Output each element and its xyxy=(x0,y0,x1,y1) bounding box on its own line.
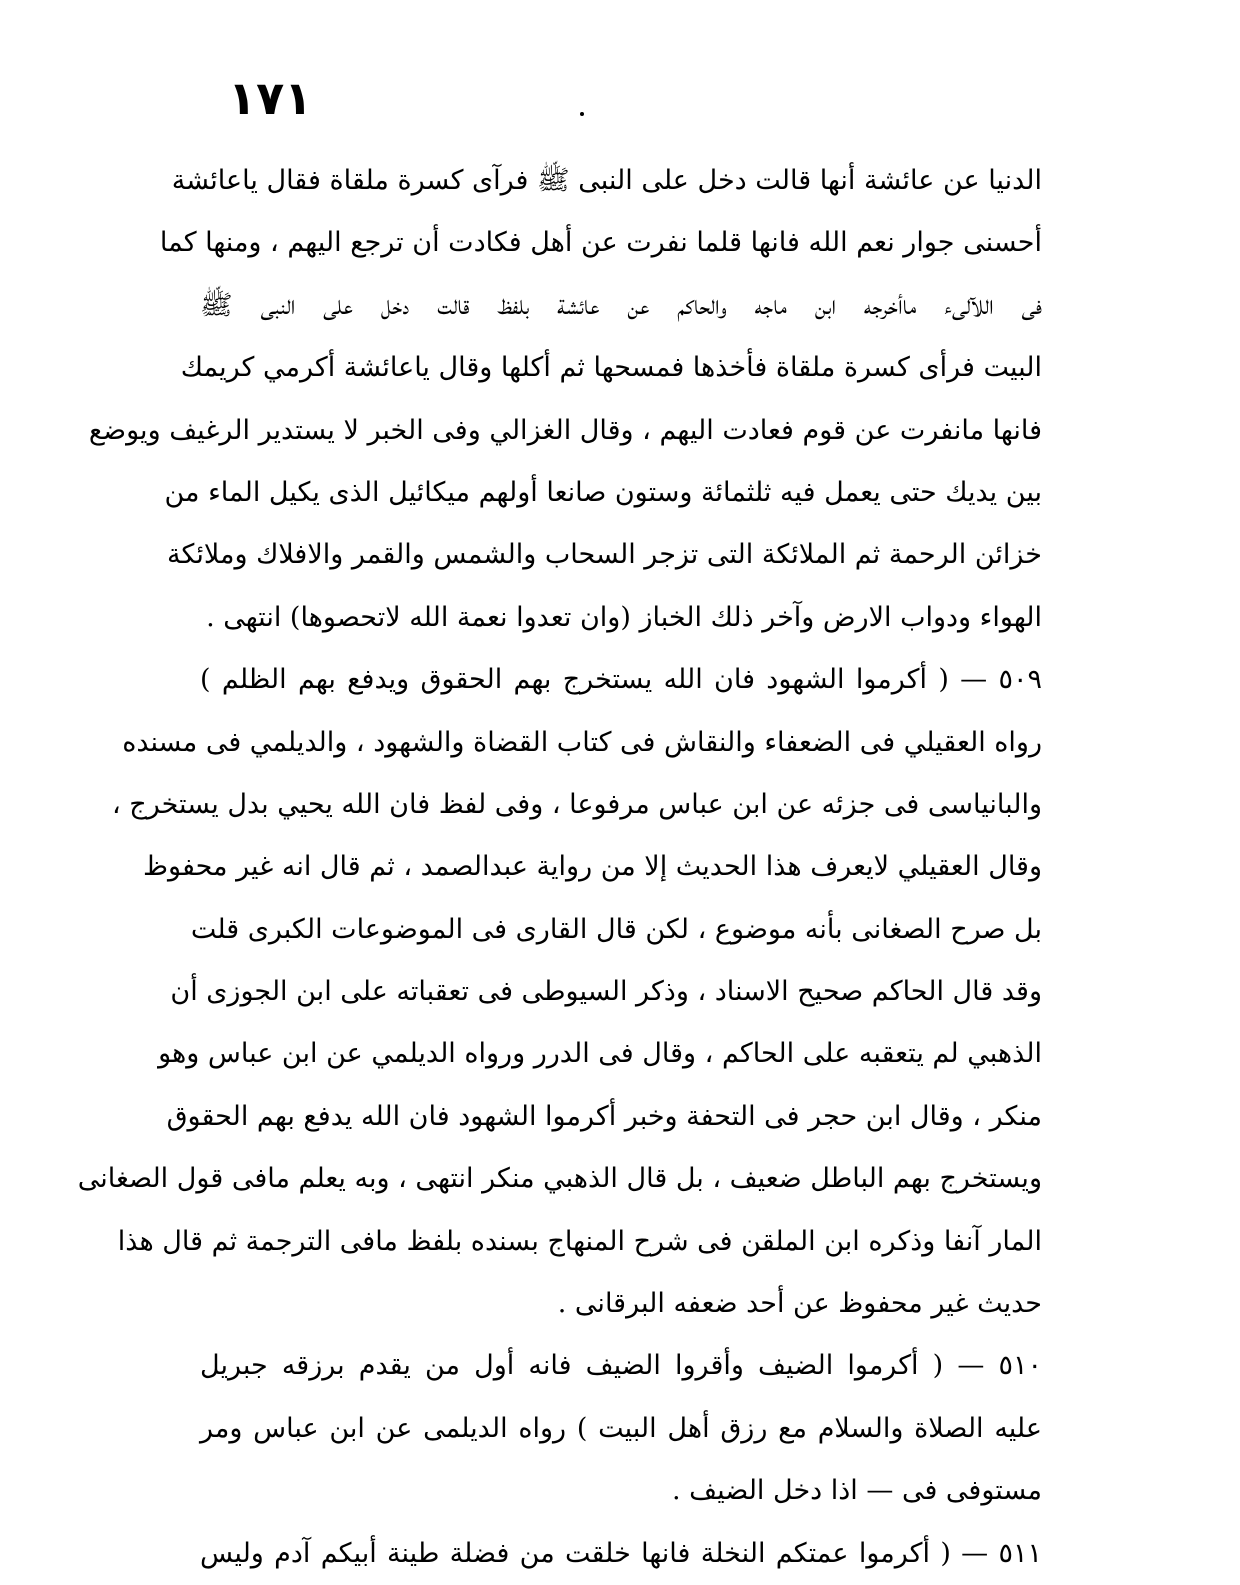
text-line: الذهبي لم يتعقبه على الحاكم ، وقال فى الدرر ورواه الديلمي عن ابن عباس وهو xyxy=(158,1038,1042,1070)
text-line: البيت فرأى كسرة ملقاة فأخذها فمسحها ثم أكلها وقال ياعائشة أكرمي كريمك xyxy=(180,352,1042,384)
hadith-511-heading: ٥١١ — ( أكرموا عمتكم النخلة فانها خلقت من فضلة طينة أبيكم آدم وليس xyxy=(200,1537,1042,1569)
page-number: ١٧١ xyxy=(228,71,313,125)
text-line: ويستخرج بهم الباطل ضعيف ، بل قال الذهبي منكر انتهى ، وبه يعلم مافى قول الصغانى xyxy=(77,1163,1042,1195)
text-line: حديث غير محفوظ عن أحد ضعفه البرقانى . xyxy=(557,1288,1042,1320)
text-line: بل صرح الصغانى بأنه موضوع ، لكن قال القارى فى الموضوعات الكبرى قلت xyxy=(190,913,1042,945)
text-line: أحسنى جوار نعم الله فانها قلما نفرت عن أهل فكادت أن ترجع اليهم ، ومنها كما xyxy=(159,227,1042,259)
hadith-510-heading: ٥١٠ — ( أكرموا الضيف وأقروا الضيف فانه أول من يقدم برزقه جبريل xyxy=(200,1350,1042,1382)
text-line: منكر ، وقال ابن حجر فى التحفة وخبر أكرموا الشهود فان الله يدفع بهم الحقوق xyxy=(166,1100,1042,1132)
text-line: الهواء ودواب الارض وآخر ذلك الخباز (وان تعدوا نعمة الله لاتحصوها) انتهى . xyxy=(206,601,1042,633)
text-line: فانها مانفرت عن قوم فعادت اليهم ، وقال الغزالي وفى الخبر لا يستدير الرغيف ويوضع xyxy=(88,414,1042,446)
text-line: والبانياسى فى جزئه عن ابن عباس مرفوعا ، وفى لفظ فان الله يحيي بدل يستخرج ، xyxy=(111,788,1042,820)
body-text xyxy=(77,150,1042,1585)
text-line: الدنيا عن عائشة أنها قالت دخل على النبى ﷺ فرآى كسرة ملقاة فقال ياعائشة xyxy=(171,165,1042,196)
text-line: بين يديك حتى يعمل فيه ثلثمائة وستون صانعا أولهم ميكائيل الذى يكيل الماء من xyxy=(164,476,1042,508)
text-line: عليه الصلاة والسلام مع رزق أهل البيت ) رواه الديلمى عن ابن عباس ومر xyxy=(200,1412,1042,1444)
text-line: مستوفى فى — اذا دخل الضيف . xyxy=(672,1475,1042,1507)
text-line: رواه العقيلي فى الضعفاء والنقاش فى كتاب القضاة والشهود ، والديلمي فى مسنده xyxy=(122,726,1042,758)
text-line: وقال العقيلي لايعرف هذا الحديث إلا من رواية عبدالصمد ، ثم قال انه غير محفوظ xyxy=(143,851,1042,883)
text-line: المار آنفا وذكره ابن الملقن فى شرح المنهاج بسنده بلفظ مافى الترجمة ثم قال هذا xyxy=(117,1225,1042,1257)
header-dot xyxy=(580,112,584,116)
text-line: فى اللآلىء ماأخرجه ابن ماجه والحاكم عن عائشة بلفظ قالت دخل على النبى ﷺ xyxy=(200,289,1042,321)
text-line: خزائن الرحمة ثم الملائكة التى تزجر السحاب والشمس والقمر والافلاك وملائكة xyxy=(166,539,1042,571)
hadith-509-heading: ٥٠٩ — ( أكرموا الشهود فان الله يستخرج بهم الحقوق ويدفع بهم الظلم ) xyxy=(200,664,1042,696)
text-line: وقد قال الحاكم صحيح الاسناد ، وذكر السيوطى فى تعقباته على ابن الجوزى أن xyxy=(170,976,1042,1008)
